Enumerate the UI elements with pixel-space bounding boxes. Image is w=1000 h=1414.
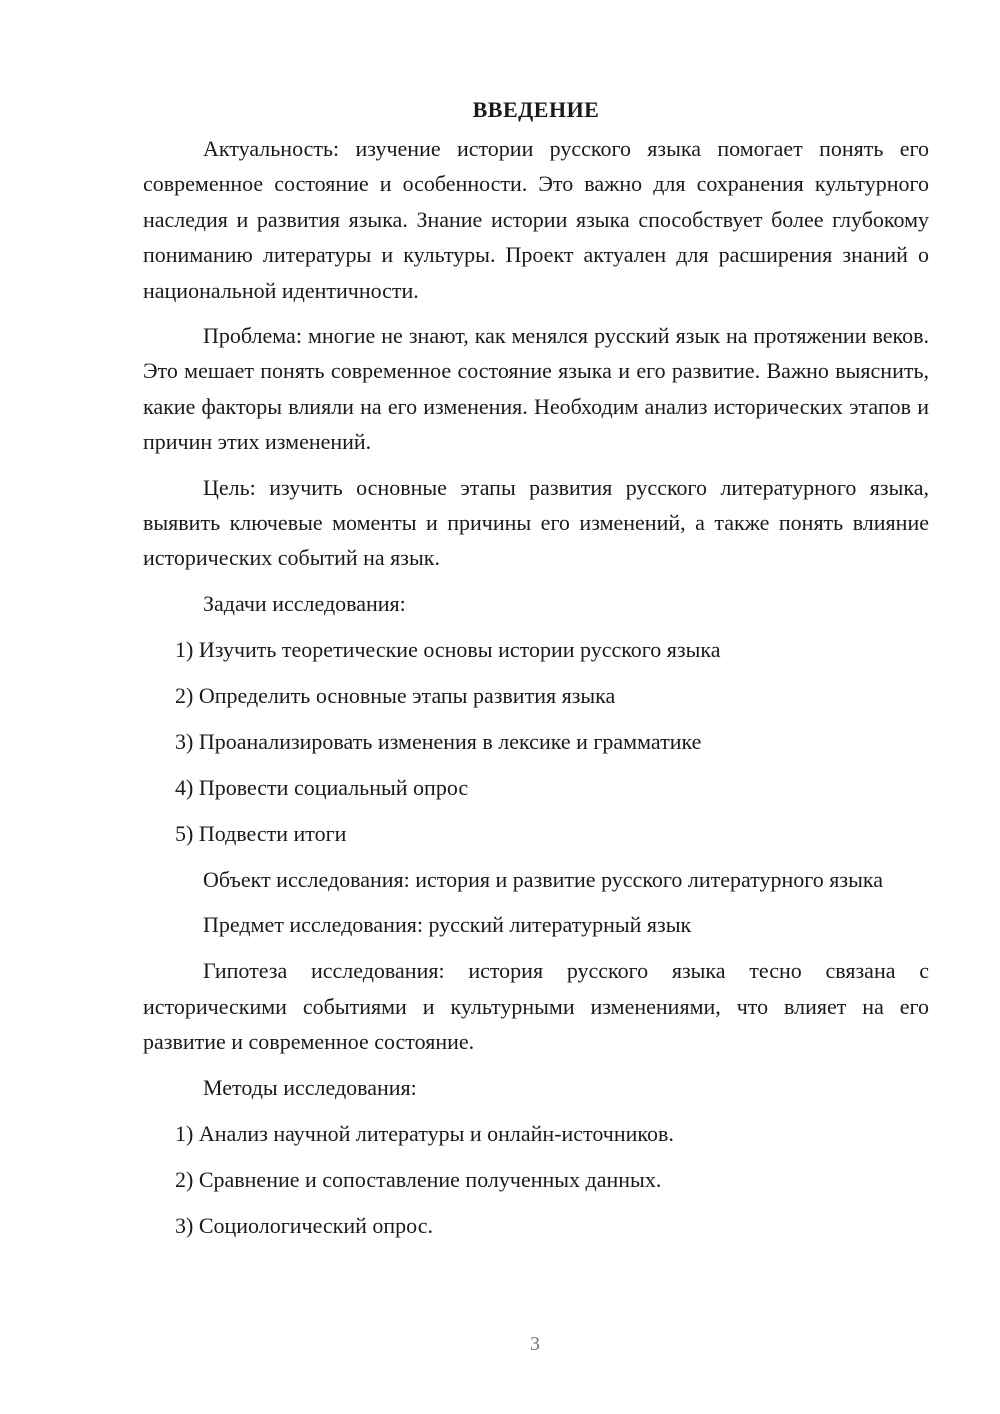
- hypothesis-paragraph: Гипотеза исследования: история русского языка тесно связана с историческими событиями и культурными изменениями, что влияет на его развитие и современное состояние.: [143, 958, 929, 1055]
- problem-paragraph: Проблема: многие не знают, как менялся русский язык на протяжении веков. Это мешает понять современное состояние языка и его развитие. Важно выяснить, какие факторы влияли на его изменения. Необходим анализ исторических этапов и причин этих изменений.: [143, 323, 929, 455]
- list-item: 3) Проанализировать изменения в лексике и грамматике: [175, 728, 702, 754]
- list-item: 2) Сравнение и сопоставление полученных данных.: [175, 1166, 662, 1192]
- tasks-heading: Задачи исследования:: [203, 590, 406, 616]
- document-page: [143, 92, 929, 1254]
- tasks-list: [143, 632, 929, 851]
- list-item: 5) Подвести итоги: [175, 820, 347, 846]
- methods-list: [143, 1116, 929, 1243]
- relevance-paragraph: Актуальность: изучение истории русского языка помогает понять его современное состояние и особенности. Это важно для сохранения культурного наследия и развития языка. Знание истории языка способствует более глубокому пониманию литературы и культуры. Проект актуален для расширения знаний о национальной идентичности.: [143, 136, 929, 303]
- object-paragraph: Объект исследования: история и развитие русского литературного языка: [203, 866, 883, 892]
- list-item: 1) Анализ научной литературы и онлайн-источников.: [175, 1120, 674, 1146]
- methods-heading: Методы исследования:: [203, 1074, 417, 1100]
- goal-paragraph: Цель: изучить основные этапы развития русского литературного языка, выявить ключевые моменты и причины его изменений, а также понять влияние исторических событий на язык.: [143, 474, 929, 571]
- section-title: ВВЕДЕНИЕ: [472, 97, 600, 122]
- list-item: 2) Определить основные этапы развития языка: [175, 682, 616, 708]
- list-item: 1) Изучить теоретические основы истории русского языка: [175, 636, 721, 662]
- subject-line: Предмет исследования: русский литературный язык: [203, 912, 692, 938]
- list-item: 3) Социологический опрос.: [175, 1212, 433, 1238]
- list-item: 4) Провести социальный опрос: [175, 774, 469, 800]
- page-number: 3: [530, 1333, 540, 1355]
